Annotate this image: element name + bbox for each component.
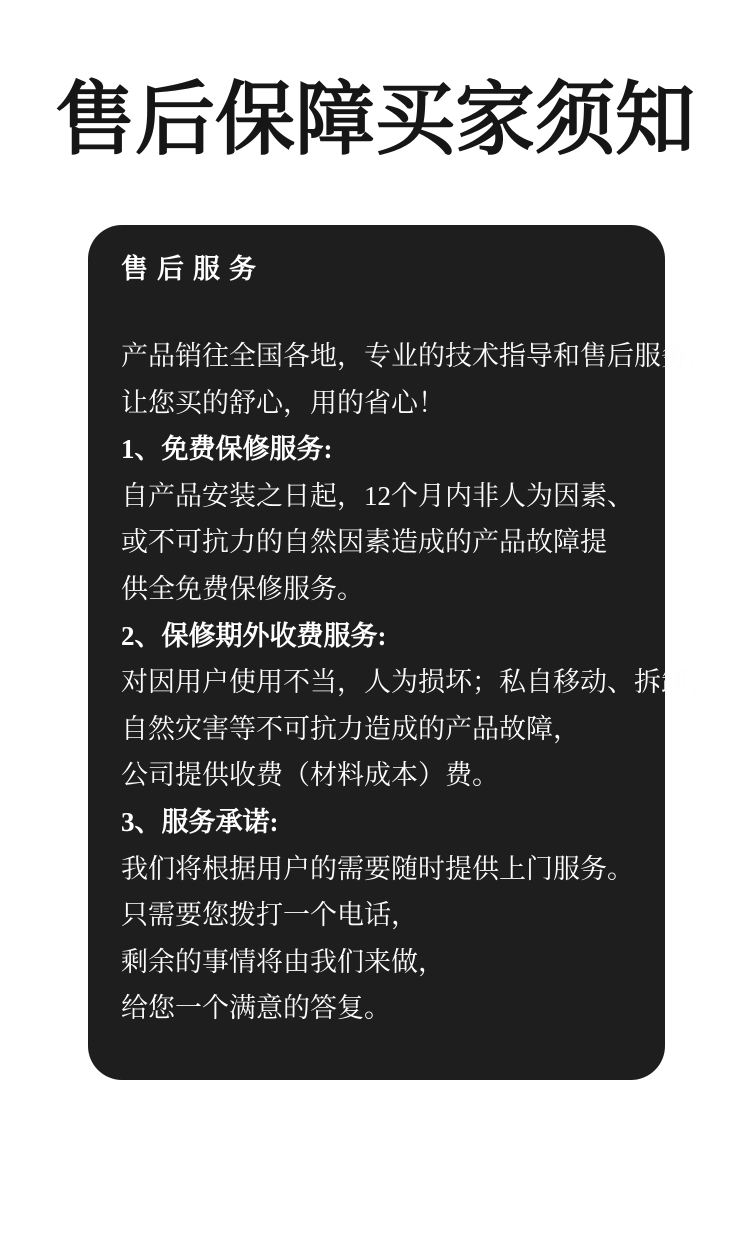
section-3-line-1: 我们将根据用户的需要随时提供上门服务。 — [121, 853, 634, 884]
card-header: 售后服务 — [121, 254, 265, 284]
section-3-heading: 3、服务承诺: — [121, 806, 279, 837]
section-1-line-3: 供全免费保修服务。 — [121, 573, 364, 604]
after-sales-service-card — [88, 225, 715, 1080]
page-title: 售后保障买家须知 — [55, 75, 695, 164]
intro-line-1: 产品销往全国各地，专业的技术指导和售后服务， — [121, 341, 715, 371]
card-body — [121, 333, 715, 1032]
section-3-line-3: 剩余的事情将由我们来做， — [121, 946, 445, 977]
section-1-line-2: 或不可抗力的自然因素造成的产品故障提 — [121, 527, 607, 558]
section-2-line-2: 自然灾害等不可抗力造成的产品故障， — [121, 713, 580, 744]
section-2-heading: 2、保修期外收费服务: — [121, 620, 387, 651]
section-1-line-1: 自产品安装之日起，12个月内非人为因素、 — [121, 480, 634, 511]
intro-line-2: 让您买的舒心，用的省心！ — [121, 387, 445, 418]
section-2-line-1: 对因用户使用不当，人为损坏；私自移动、拆卸； — [121, 667, 715, 698]
section-3-line-4: 给您一个满意的答复。 — [121, 993, 391, 1024]
section-2-line-3: 公司提供收费（材料成本）费。 — [121, 760, 499, 791]
section-1-heading: 1、免费保修服务: — [121, 434, 333, 465]
section-3-line-2: 只需要您拨打一个电话， — [121, 900, 418, 931]
